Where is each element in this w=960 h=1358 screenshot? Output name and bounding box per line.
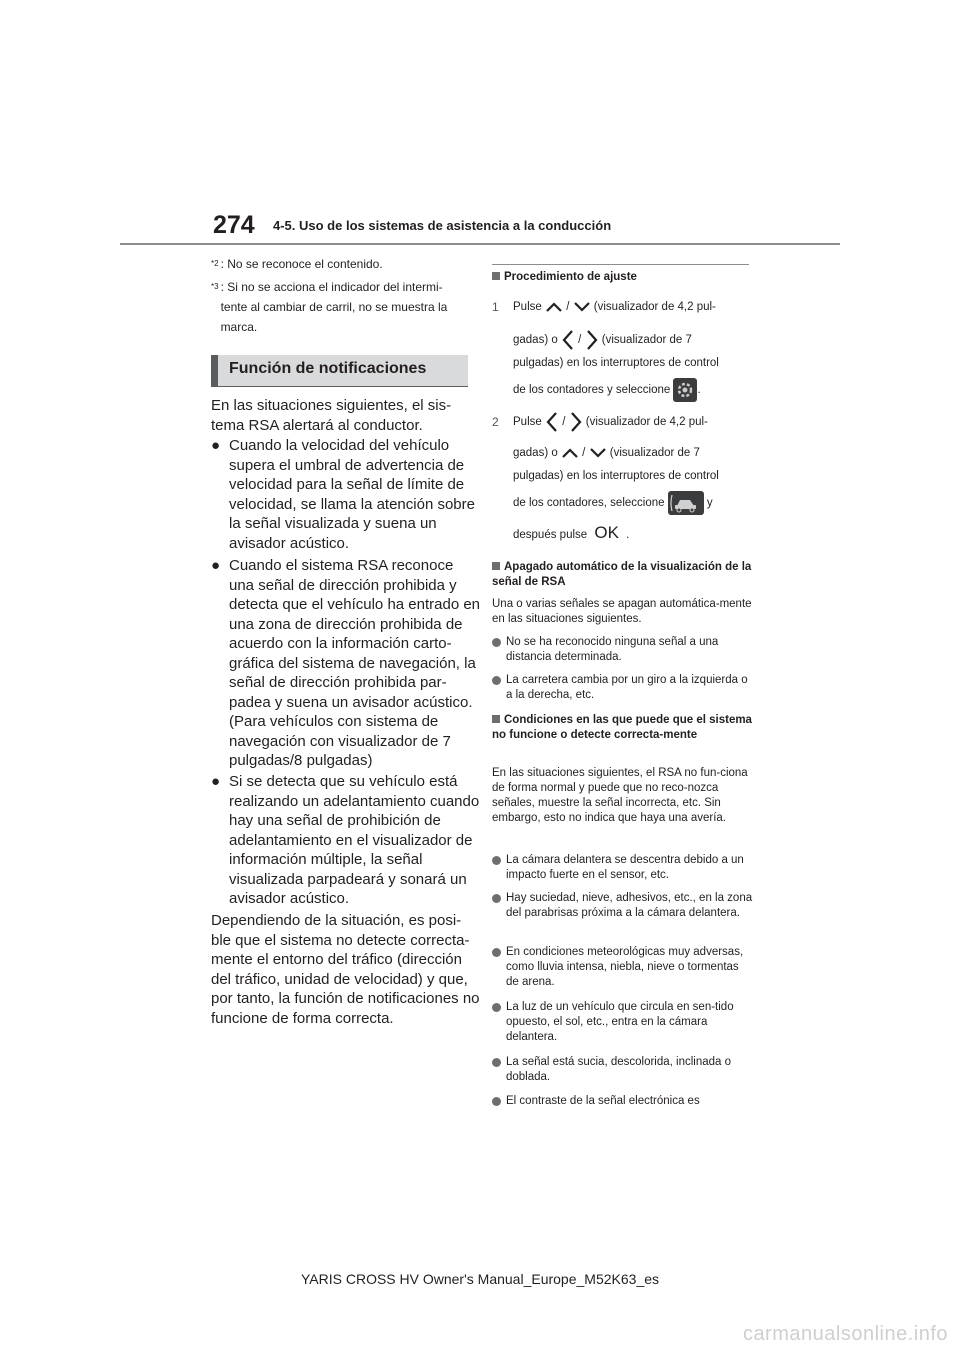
step-word: de los contadores y seleccione [513, 384, 671, 397]
conditions-intro: En las situaciones siguientes, el RSA no fun-ciona de forma normal y puede que no reco-nozca señales, muestre la señal incorrecta, etc. Sin embargo, esto no indica que haya una avería. [492, 767, 748, 824]
bullet-text: Cuando la velocidad del vehículo supera el umbral de advertencia de velocidad para la señal de límite de velocidad, se llama la atención sobre la señal visualizada y suena un avisador acústico. [229, 437, 475, 552]
bullet-text: El contraste de la señal electrónica es [506, 1095, 700, 1107]
auto-off-heading [492, 560, 754, 590]
step-word: Pulse [513, 301, 542, 313]
conditions-heading-text: Condiciones en las que puede que el sistema no funcione o detecte correcta-mente [492, 714, 752, 741]
conditions-heading [492, 713, 754, 743]
bullet-text: La cámara delantera se descentra debido a un impacto fuerte en el sensor, etc. [506, 854, 744, 881]
footnote-2 [211, 254, 461, 278]
watermark: carmanualsonline.info [742, 1323, 948, 1345]
bullet-dot [492, 638, 501, 647]
step-text [513, 295, 755, 403]
step-word: (visualizador de 7 [609, 447, 700, 459]
bullet-dot [492, 948, 501, 957]
step-number: 2 [492, 415, 499, 429]
car-assist-icon [668, 491, 704, 515]
ok-icon: OK [594, 523, 619, 543]
step-word: . [697, 384, 701, 397]
section-heading: Función de notificaciones [229, 360, 427, 377]
bullet-text: Si se detecta que su vehículo está realizando un adelantamiento cuando hay una señal de prohibición de adelantamiento en el visualizador de información múltiple, la señal visualizada parpadeará y sonará un avisador acústico. [229, 773, 480, 907]
footnote-3 [211, 277, 461, 337]
bullet-text: En condiciones meteorológicas muy adversas, como lluvia intensa, niebla, nieve o tormentas de arena. [506, 946, 744, 988]
setup-heading-text: Procedimiento de ajuste [504, 271, 637, 283]
chevron-up-icon [561, 447, 579, 459]
footnote-mark: *2 [211, 259, 219, 268]
step-word: pulgadas) en los interruptores de control [513, 357, 719, 369]
header-rule [120, 243, 840, 245]
square-bullet-icon [492, 715, 500, 723]
step-word: gadas) o [513, 447, 558, 459]
bullet-dot: ● [211, 557, 221, 574]
bullet-dot [492, 1003, 501, 1012]
setup-heading [492, 270, 754, 285]
bullet-dot [492, 676, 501, 685]
auto-off-heading-text: Apagado automático de la visualización de la señal de RSA [492, 561, 752, 588]
step-word: (visualizador de 7 [601, 334, 692, 346]
intro-paragraph: En las situaciones siguientes, el sis-tema RSA alertará al conductor. [211, 397, 452, 434]
step-word: pulgadas) en los interruptores de control [513, 470, 719, 482]
step-word: / [566, 301, 570, 313]
gear-settings-icon [673, 378, 697, 402]
chevron-down-icon [589, 447, 607, 459]
auto-off-intro: Una o varias señales se apagan automática-mente en las situaciones siguientes. [492, 598, 752, 625]
step-word: . [626, 529, 630, 542]
bullet-text: No se ha reconocido ninguna señal a una distancia determinada. [506, 636, 719, 663]
chevron-left-icon [545, 411, 559, 433]
footnote-text: : No se reconoce el contenido. [220, 257, 383, 271]
chevron-left-icon [561, 329, 575, 351]
step-word: después pulse [513, 529, 588, 542]
bullet-dot: ● [211, 437, 221, 454]
closing-paragraph: Dependiendo de la situación, es posi-ble que el sistema no detecte correcta-mente el entorno del tráfico (dirección del tráfico, unidad de velocidad) y que, por tanto, la función de notificaciones no funcione de forma correcta. [211, 912, 480, 1027]
footnote-text: : Si no se acciona el indicador del intermi-tente al cambiar de carril, no se muestra la marca. [220, 280, 448, 334]
page-number: 274 [213, 211, 255, 239]
square-bullet-icon [492, 272, 500, 280]
footer-manual-id: YARIS CROSS HV Owner's Manual_Europe_M52K63_es [300, 1271, 660, 1287]
bullet-dot [492, 856, 501, 865]
bullet-text: Hay suciedad, nieve, adhesivos, etc., en la zona del parabrisas próxima a la cámara delantera. [506, 892, 753, 919]
bullet-dot [492, 1097, 501, 1106]
chevron-right-icon [585, 329, 599, 351]
bullet-text: La señal está sucia, descolorida, inclinada o doblada. [506, 1056, 732, 1083]
step-word: (visualizador de 4,2 pul- [593, 301, 716, 313]
section-heading-box [211, 355, 468, 387]
step-number: 1 [492, 300, 499, 314]
bullet-text: La carretera cambia por un giro a la izquierda o a la derecha, etc. [506, 674, 748, 701]
step-word: (visualizador de 4,2 pul- [585, 416, 708, 428]
bullet-text: La luz de un vehículo que circula en sen-tido opuesto, el sol, etc., entra en la cámara delantera. [506, 1001, 734, 1043]
bullet-dot: ● [211, 773, 221, 790]
step-word: Pulse [513, 416, 542, 428]
bullet-dot [492, 1058, 501, 1067]
step-word: y [706, 497, 713, 510]
step-word: / [582, 447, 586, 459]
bullet-dot [492, 894, 501, 903]
section-header: 4-5. Uso de los sistemas de asistencia a la conducción [273, 218, 612, 233]
chevron-up-icon [545, 301, 563, 313]
chevron-right-icon [569, 411, 583, 433]
footnote-mark: *3 [211, 282, 219, 291]
column-rule [492, 264, 749, 265]
bullet-text: Cuando el sistema RSA reconoce una señal de dirección prohibida y detecta que el vehículo ha entrado en una zona de dirección prohibida de acuerdo con la información carto-gráfica del sistema de navegación, la señal de dirección prohibida par-padea y suena un avisador acústico. (Para vehículos con sistema de navegación con visualizador de 7 pulgadas/8 pulgadas) [229, 557, 481, 769]
step-text [513, 410, 755, 548]
square-bullet-icon [492, 562, 500, 570]
step-word: / [578, 334, 582, 346]
chevron-down-icon [573, 301, 591, 313]
step-word: gadas) o [513, 334, 558, 346]
step-word: / [562, 416, 566, 428]
step-word: de los contadores, seleccione [513, 497, 665, 510]
